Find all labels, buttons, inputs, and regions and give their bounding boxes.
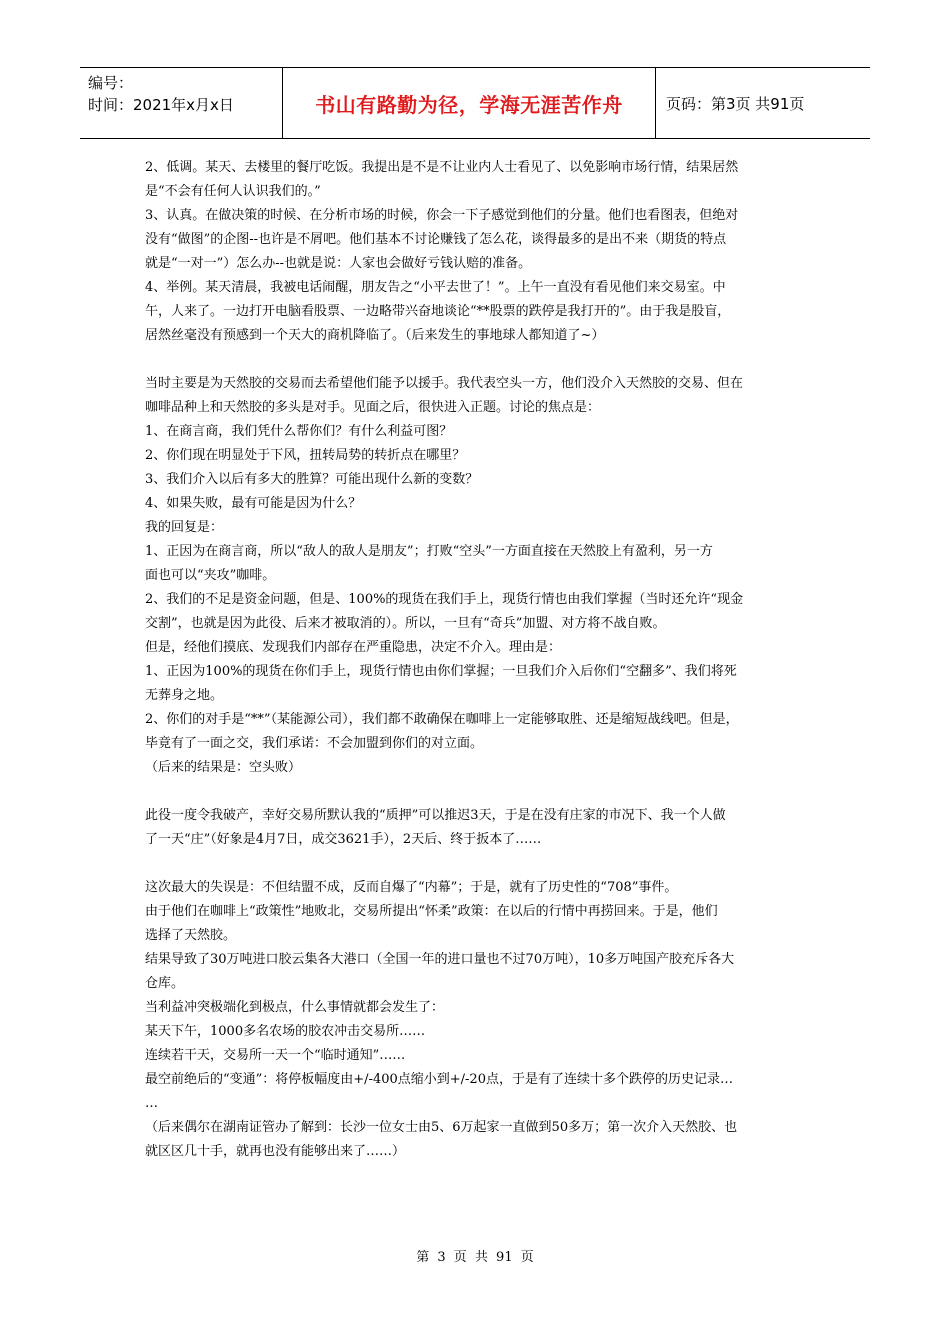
document-number-label: 编号： <box>88 74 134 92</box>
text-block <box>145 876 813 1164</box>
text-line: 我的回复是： <box>145 520 224 535</box>
text-line: 1、正因为100%的现货在你们手上，现货行情也由你们掌握；一旦我们介入后你们“空翻多”、我们将死 <box>145 664 737 679</box>
text-line: 就是“一对一”）怎么办--也就是说：人家也会做好亏钱认赔的准备。 <box>145 256 532 271</box>
text-line: 交割”，也就是因为此役、后来才被取消的）。所以，一旦有“奇兵”加盟、对方将不战自败。 <box>145 616 666 631</box>
text-line: 咖啡品种上和天然胶的多头是对手。见面之后，很快进入正题。讨论的焦点是： <box>145 400 601 415</box>
text-line: 没有“做图”的企图--也许是不屑吧。他们基本不讨论赚钱了怎么花，谈得最多的是出不来（期货的特点 <box>145 232 727 247</box>
text-line: 某天下午，1000多名农场的胶农冲击交易所…… <box>145 1024 426 1039</box>
text-line: （后来的结果是：空头败） <box>145 760 302 775</box>
text-line: 由于他们在咖啡上“政策性”地败北，交易所提出“怀柔”政策：在以后的行情中再捞回来。于是，他们 <box>145 904 718 919</box>
text-line: 3、我们介入以后有多大的胜算？可能出现什么新的变数？ <box>145 472 479 487</box>
text-line: 此役一度令我破产，幸好交易所默认我的“质押”可以推迟3天，于是在没有庄家的市况下、我一个人做 <box>145 808 726 823</box>
text-line: 但是，经他们摸底、发现我们内部存在严重隐患，决定不介入。理由是： <box>145 640 562 655</box>
text-block <box>145 804 813 852</box>
text-line: 1、在商言商，我们凭什么帮你们？有什么利益可图？ <box>145 424 453 439</box>
document-body <box>145 156 813 1164</box>
text-line: 2、我们的不足是资金问题，但是、100%的现货在我们手上，现货行情也由我们掌握（当时还允许“现金 <box>145 592 744 607</box>
paragraph-gap <box>145 852 813 876</box>
text-line: 2、你们的对手是“**”（某能源公司），我们都不敢确保在咖啡上一定能够取胜、还是缩短战线吧。但是， <box>145 712 739 727</box>
paragraph-gap <box>145 348 813 372</box>
text-line: 当时主要是为天然胶的交易而去希望他们能予以援手。我代表空头一方，他们没介入天然胶的交易、但在 <box>145 376 744 391</box>
page-header <box>80 67 870 139</box>
paragraph-gap <box>145 780 813 804</box>
text-line: 毕竟有了一面之交，我们承诺：不会加盟到你们的对立面。 <box>145 736 484 751</box>
header-meta <box>80 68 282 138</box>
document-date: 时间：2021年x月x日 <box>88 96 234 114</box>
text-line: 2、低调。某天、去楼里的餐厅吃饭。我提出是不是不让业内人士看见了、以免影响市场行情，结果居然 <box>145 160 739 175</box>
text-block <box>145 156 813 348</box>
text-line: 选择了天然胶。 <box>145 928 237 943</box>
text-line: 午，人来了。一边打开电脑看股票、一边略带兴奋地谈论“**股票的跌停是我打开的”。由于我是股盲， <box>145 304 731 319</box>
text-line: 3、认真。在做决策的时候、在分析市场的时候，你会一下子感觉到他们的分量。他们也看图表，但绝对 <box>145 208 739 223</box>
text-line: 4、举例。某天清晨，我被电话闹醒，朋友告之“小平去世了！”。上午一直没有看见他们来交易室。中 <box>145 280 726 295</box>
text-line: 当利益冲突极端化到极点，什么事情就都会发生了： <box>145 1000 445 1015</box>
text-line: 无葬身之地。 <box>145 688 224 703</box>
text-line: 结果导致了30万吨进口胶云集各大港口（全国一年的进口量也不过70万吨），10多万吨国产胶充斥各大 <box>145 952 735 967</box>
page-footer: 第 3 页 共 91 页 <box>416 1250 534 1265</box>
header-page-info: 页码：第3页 共91页 <box>666 94 805 113</box>
header-motto: 书山有路勤为径，学海无涯苦作舟 <box>282 68 656 138</box>
text-line: 仓库。 <box>145 976 185 991</box>
text-line: 是“不会有任何人认识我们的。” <box>145 184 321 199</box>
text-line: … <box>145 1096 158 1111</box>
text-line: （后来偶尔在湖南证管办了解到：长沙一位女士由5、6万起家一直做到50多万；第一次介入天然胶、也 <box>145 1120 738 1135</box>
text-block <box>145 372 813 780</box>
text-line: 最空前绝后的“变通”：将停板幅度由+/-400点缩小到+/-20点，于是有了连续十多个跌停的历史记录… <box>145 1072 733 1087</box>
text-line: 连续若干天，交易所一天一个“临时通知”…… <box>145 1048 406 1063</box>
text-line: 了一天“庄”（好象是4月7日，成交3621手），2天后、终于扳本了…… <box>145 832 542 847</box>
text-line: 1、正因为在商言商，所以“敌人的敌人是朋友”；打败“空头”一方面直接在天然胶上有盈利，另一方 <box>145 544 713 559</box>
text-line: 面也可以“夹攻”咖啡。 <box>145 568 276 583</box>
text-line: 这次最大的失误是：不但结盟不成，反而自爆了“内幕”；于是，就有了历史性的“708”事件。 <box>145 880 678 895</box>
text-line: 4、如果失败，最有可能是因为什么？ <box>145 496 362 511</box>
text-line: 就区区几十手，就再也没有能够出来了……） <box>145 1144 406 1159</box>
text-line: 居然丝毫没有预感到一个天大的商机降临了。（后来发生的事地球人都知道了~） <box>145 328 605 343</box>
text-line: 2、你们现在明显处于下风，扭转局势的转折点在哪里？ <box>145 448 466 463</box>
